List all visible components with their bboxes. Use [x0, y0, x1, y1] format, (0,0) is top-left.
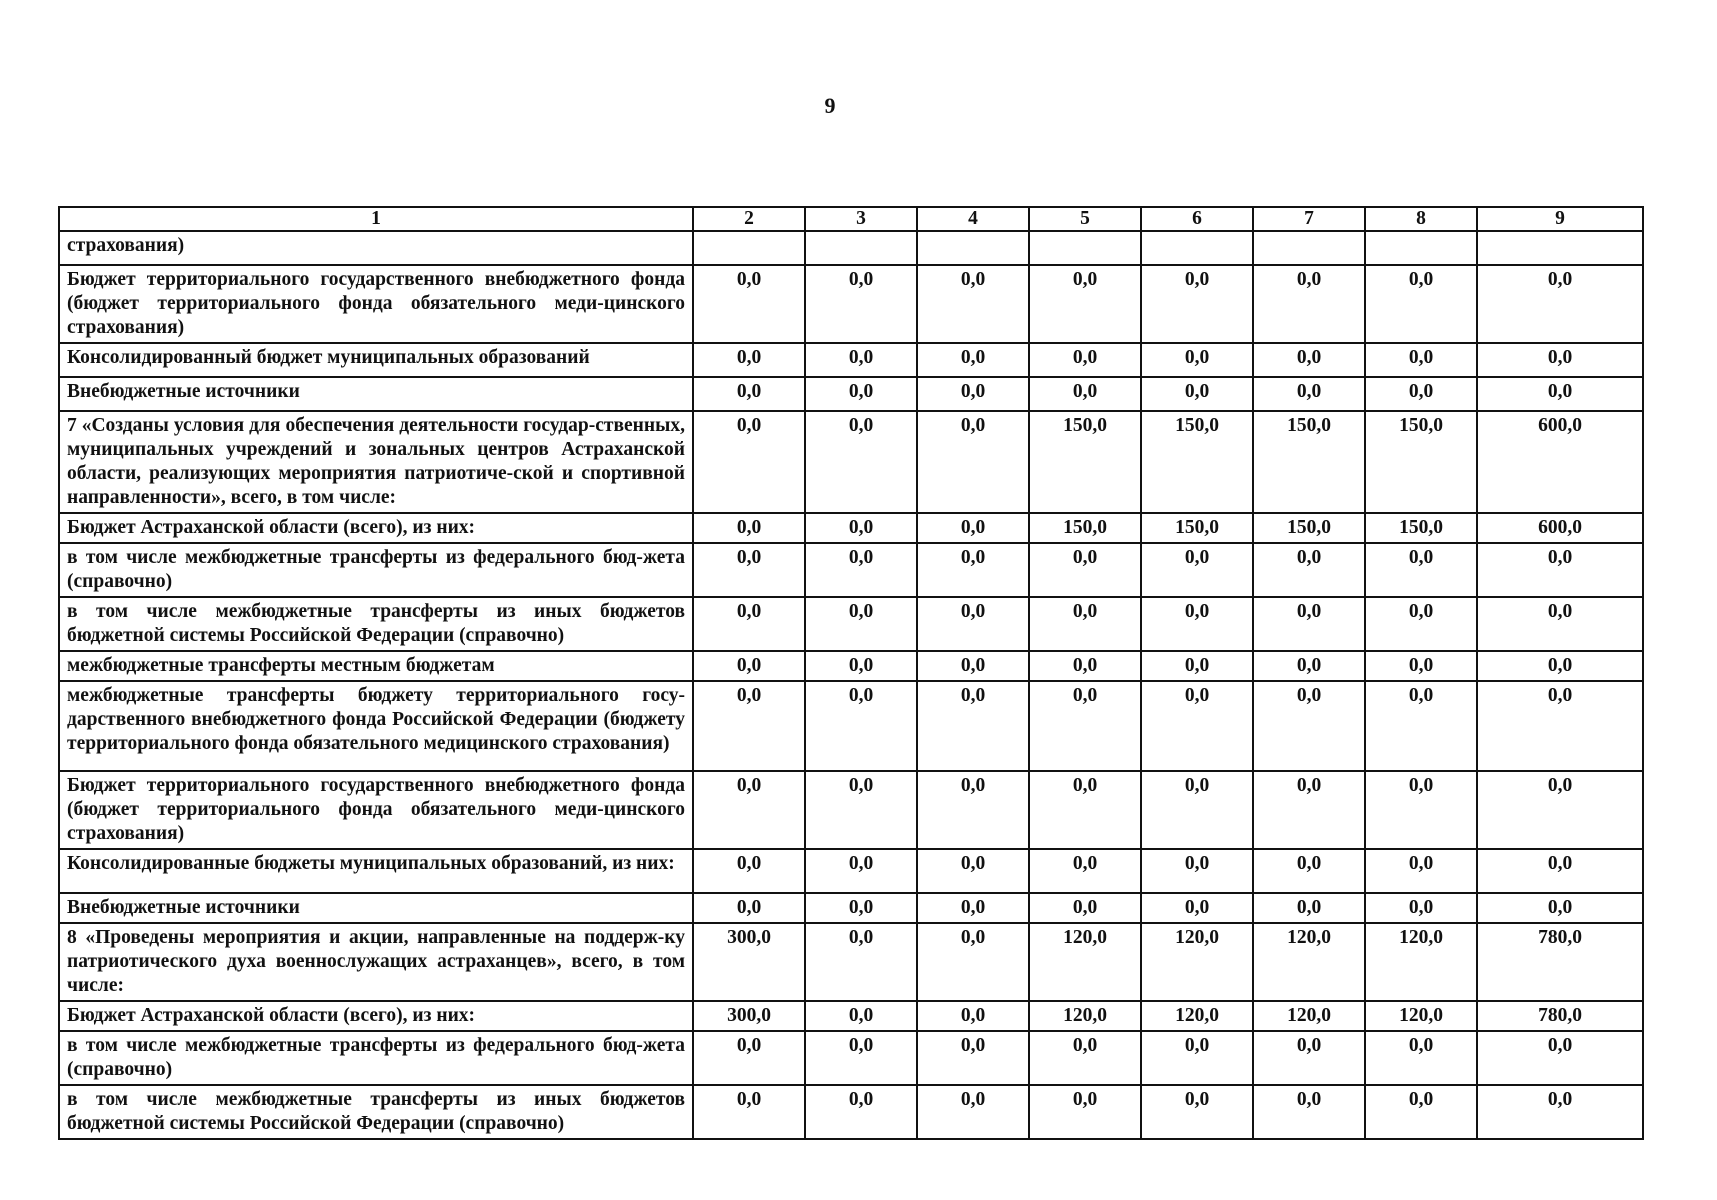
value-cell: 300,0: [693, 923, 805, 1001]
value-cell: 0,0: [1477, 377, 1643, 411]
value-cell: 0,0: [1029, 543, 1141, 597]
value-cell: 0,0: [917, 597, 1029, 651]
value-cell: 0,0: [693, 543, 805, 597]
table-row: [59, 893, 1643, 923]
value-cell: [1141, 231, 1253, 265]
value-cell: 0,0: [1477, 893, 1643, 923]
value-cell: 0,0: [693, 377, 805, 411]
value-cell: 0,0: [805, 377, 917, 411]
value-cell: 0,0: [805, 923, 917, 1001]
table-row: [59, 265, 1643, 343]
table-row: [59, 513, 1643, 543]
value-cell: 0,0: [1029, 343, 1141, 377]
value-cell: 0,0: [1141, 771, 1253, 849]
value-cell: 0,0: [1253, 1031, 1365, 1085]
value-cell: [1029, 231, 1141, 265]
row-label: Внебюджетные источники: [59, 893, 693, 923]
value-cell: 0,0: [917, 651, 1029, 681]
value-cell: 0,0: [1029, 377, 1141, 411]
value-cell: 0,0: [1365, 681, 1477, 771]
value-cell: 0,0: [917, 681, 1029, 771]
value-cell: 150,0: [1029, 411, 1141, 513]
value-cell: 0,0: [693, 1031, 805, 1085]
value-cell: 0,0: [1477, 343, 1643, 377]
value-cell: 0,0: [1029, 1031, 1141, 1085]
value-cell: 0,0: [1477, 849, 1643, 893]
value-cell: 600,0: [1477, 513, 1643, 543]
row-label: Бюджет территориального государственного внебюджетного фонда (бюджет территориального фонда обязательного меди-цинского страхования): [59, 265, 693, 343]
row-label: 8 «Проведены мероприятия и акции, направленные на поддерж-ку патриотического духа военнослужащих астраханцев», всего, в том числе:: [59, 923, 693, 1001]
page-number: 9: [824, 93, 836, 118]
column-header: 3: [805, 207, 917, 231]
value-cell: 0,0: [1253, 849, 1365, 893]
value-cell: 0,0: [1253, 771, 1365, 849]
value-cell: 0,0: [1365, 377, 1477, 411]
value-cell: 0,0: [805, 771, 917, 849]
value-cell: 120,0: [1141, 1001, 1253, 1031]
value-cell: 0,0: [1141, 651, 1253, 681]
value-cell: 0,0: [1365, 1031, 1477, 1085]
value-cell: 0,0: [1029, 681, 1141, 771]
value-cell: 0,0: [805, 849, 917, 893]
row-label: Консолидированные бюджеты муниципальных образований, из них:: [59, 849, 693, 893]
value-cell: 0,0: [1141, 893, 1253, 923]
table-row: [59, 597, 1643, 651]
value-cell: 150,0: [1253, 513, 1365, 543]
row-label: Бюджет территориального государственного внебюджетного фонда (бюджет территориального фонда обязательного меди-цинского страхования): [59, 771, 693, 849]
value-cell: 0,0: [1253, 681, 1365, 771]
value-cell: [1365, 231, 1477, 265]
value-cell: 0,0: [1477, 265, 1643, 343]
table-body: [59, 231, 1643, 1139]
row-label: Бюджет Астраханской области (всего), из них:: [59, 1001, 693, 1031]
value-cell: 0,0: [805, 597, 917, 651]
value-cell: 0,0: [917, 265, 1029, 343]
column-header: 6: [1141, 207, 1253, 231]
value-cell: 0,0: [917, 771, 1029, 849]
value-cell: [917, 231, 1029, 265]
table-row: [59, 923, 1643, 1001]
table-row: [59, 1085, 1643, 1139]
row-label: в том числе межбюджетные трансферты из федерального бюд-жета (справочно): [59, 543, 693, 597]
value-cell: 0,0: [1477, 1031, 1643, 1085]
value-cell: 120,0: [1365, 923, 1477, 1001]
value-cell: 0,0: [805, 681, 917, 771]
value-cell: 300,0: [693, 1001, 805, 1031]
value-cell: 0,0: [1029, 651, 1141, 681]
value-cell: 0,0: [1477, 543, 1643, 597]
value-cell: 0,0: [1365, 1085, 1477, 1139]
row-label: межбюджетные трансферты местным бюджетам: [59, 651, 693, 681]
value-cell: 0,0: [917, 849, 1029, 893]
value-cell: 0,0: [1365, 893, 1477, 923]
value-cell: 0,0: [1141, 681, 1253, 771]
value-cell: 0,0: [1141, 597, 1253, 651]
table-row: [59, 231, 1643, 265]
value-cell: 120,0: [1141, 923, 1253, 1001]
value-cell: 0,0: [1253, 893, 1365, 923]
budget-table: [58, 206, 1644, 1140]
value-cell: 150,0: [1029, 513, 1141, 543]
row-label: межбюджетные трансферты бюджету территориального госу-дарственного внебюджетного фонда Российской Федерации (бюджету территориального фонда обязательного медицинского страхования): [59, 681, 693, 771]
value-cell: 0,0: [805, 343, 917, 377]
value-cell: 0,0: [1029, 893, 1141, 923]
table-row: [59, 377, 1643, 411]
value-cell: 0,0: [917, 343, 1029, 377]
table-row: [59, 343, 1643, 377]
table-row: [59, 681, 1643, 771]
value-cell: 0,0: [1141, 343, 1253, 377]
value-cell: 0,0: [1141, 377, 1253, 411]
value-cell: 150,0: [1365, 411, 1477, 513]
value-cell: 0,0: [693, 849, 805, 893]
value-cell: 0,0: [805, 411, 917, 513]
value-cell: 0,0: [1141, 265, 1253, 343]
value-cell: 0,0: [1477, 597, 1643, 651]
value-cell: 120,0: [1029, 1001, 1141, 1031]
value-cell: 0,0: [805, 543, 917, 597]
table-row: [59, 543, 1643, 597]
value-cell: 0,0: [805, 265, 917, 343]
value-cell: 0,0: [693, 651, 805, 681]
value-cell: 150,0: [1365, 513, 1477, 543]
column-header: 2: [693, 207, 805, 231]
value-cell: 0,0: [917, 1085, 1029, 1139]
table-row: [59, 849, 1643, 893]
value-cell: 0,0: [693, 771, 805, 849]
value-cell: 0,0: [1253, 1085, 1365, 1139]
value-cell: 0,0: [1029, 1085, 1141, 1139]
table-row: [59, 651, 1643, 681]
row-label: в том числе межбюджетные трансферты из иных бюджетов бюджетной системы Российской Федерации (справочно): [59, 597, 693, 651]
value-cell: 0,0: [1477, 771, 1643, 849]
column-header: 9: [1477, 207, 1643, 231]
value-cell: 0,0: [917, 893, 1029, 923]
value-cell: 600,0: [1477, 411, 1643, 513]
value-cell: 0,0: [1365, 849, 1477, 893]
value-cell: 0,0: [1365, 543, 1477, 597]
value-cell: 150,0: [1141, 513, 1253, 543]
value-cell: 0,0: [1477, 651, 1643, 681]
value-cell: 0,0: [1029, 771, 1141, 849]
value-cell: 780,0: [1477, 1001, 1643, 1031]
value-cell: 0,0: [1029, 849, 1141, 893]
row-label: Внебюджетные источники: [59, 377, 693, 411]
row-label: 7 «Созданы условия для обеспечения деятельности государ-ственных, муниципальных учреждений и зональных центров Астраханской области, реализующих мероприятия патриотиче-ской и спортивной направленности», всего, в том числе:: [59, 411, 693, 513]
value-cell: 0,0: [1141, 849, 1253, 893]
value-cell: 0,0: [1253, 343, 1365, 377]
value-cell: 0,0: [805, 1031, 917, 1085]
row-label: страхования): [59, 231, 693, 265]
value-cell: 120,0: [1365, 1001, 1477, 1031]
value-cell: 0,0: [1253, 543, 1365, 597]
value-cell: 0,0: [693, 343, 805, 377]
value-cell: 0,0: [693, 597, 805, 651]
column-header: 4: [917, 207, 1029, 231]
value-cell: 0,0: [805, 1085, 917, 1139]
value-cell: [1253, 231, 1365, 265]
value-cell: 120,0: [1029, 923, 1141, 1001]
column-header: 1: [59, 207, 693, 231]
value-cell: [693, 231, 805, 265]
value-cell: 0,0: [917, 543, 1029, 597]
value-cell: 0,0: [805, 513, 917, 543]
value-cell: 0,0: [805, 651, 917, 681]
value-cell: 0,0: [917, 411, 1029, 513]
value-cell: 0,0: [805, 893, 917, 923]
value-cell: 0,0: [1141, 543, 1253, 597]
value-cell: [805, 231, 917, 265]
value-cell: 120,0: [1253, 923, 1365, 1001]
value-cell: 120,0: [1253, 1001, 1365, 1031]
row-label: Бюджет Астраханской области (всего), из них:: [59, 513, 693, 543]
value-cell: 0,0: [1253, 597, 1365, 651]
value-cell: 150,0: [1253, 411, 1365, 513]
table-row: [59, 1001, 1643, 1031]
value-cell: 0,0: [693, 265, 805, 343]
value-cell: 0,0: [1141, 1085, 1253, 1139]
value-cell: 0,0: [1365, 651, 1477, 681]
row-label: в том числе межбюджетные трансферты из иных бюджетов бюджетной системы Российской Федерации (справочно): [59, 1085, 693, 1139]
table-row: [59, 411, 1643, 513]
row-label: Консолидированный бюджет муниципальных образований: [59, 343, 693, 377]
value-cell: 0,0: [1365, 343, 1477, 377]
value-cell: 0,0: [917, 923, 1029, 1001]
value-cell: 0,0: [1029, 265, 1141, 343]
value-cell: 0,0: [1253, 377, 1365, 411]
value-cell: [1477, 231, 1643, 265]
value-cell: 0,0: [1253, 265, 1365, 343]
value-cell: 0,0: [693, 513, 805, 543]
value-cell: 0,0: [1365, 265, 1477, 343]
value-cell: 0,0: [917, 1001, 1029, 1031]
value-cell: 0,0: [917, 377, 1029, 411]
value-cell: 0,0: [693, 681, 805, 771]
value-cell: 0,0: [1141, 1031, 1253, 1085]
value-cell: 0,0: [917, 1031, 1029, 1085]
row-label: в том числе межбюджетные трансферты из федерального бюд-жета (справочно): [59, 1031, 693, 1085]
column-header: 8: [1365, 207, 1477, 231]
value-cell: 0,0: [1029, 597, 1141, 651]
value-cell: 0,0: [1253, 651, 1365, 681]
column-header: 7: [1253, 207, 1365, 231]
header-row: [59, 207, 1643, 231]
value-cell: 0,0: [1365, 597, 1477, 651]
value-cell: 0,0: [693, 411, 805, 513]
value-cell: 150,0: [1141, 411, 1253, 513]
value-cell: 0,0: [1477, 1085, 1643, 1139]
value-cell: 0,0: [917, 513, 1029, 543]
column-header: 5: [1029, 207, 1141, 231]
table-row: [59, 771, 1643, 849]
value-cell: 0,0: [805, 1001, 917, 1031]
value-cell: 0,0: [693, 893, 805, 923]
table-row: [59, 1031, 1643, 1085]
value-cell: 780,0: [1477, 923, 1643, 1001]
value-cell: 0,0: [1477, 681, 1643, 771]
value-cell: 0,0: [693, 1085, 805, 1139]
value-cell: 0,0: [1365, 771, 1477, 849]
